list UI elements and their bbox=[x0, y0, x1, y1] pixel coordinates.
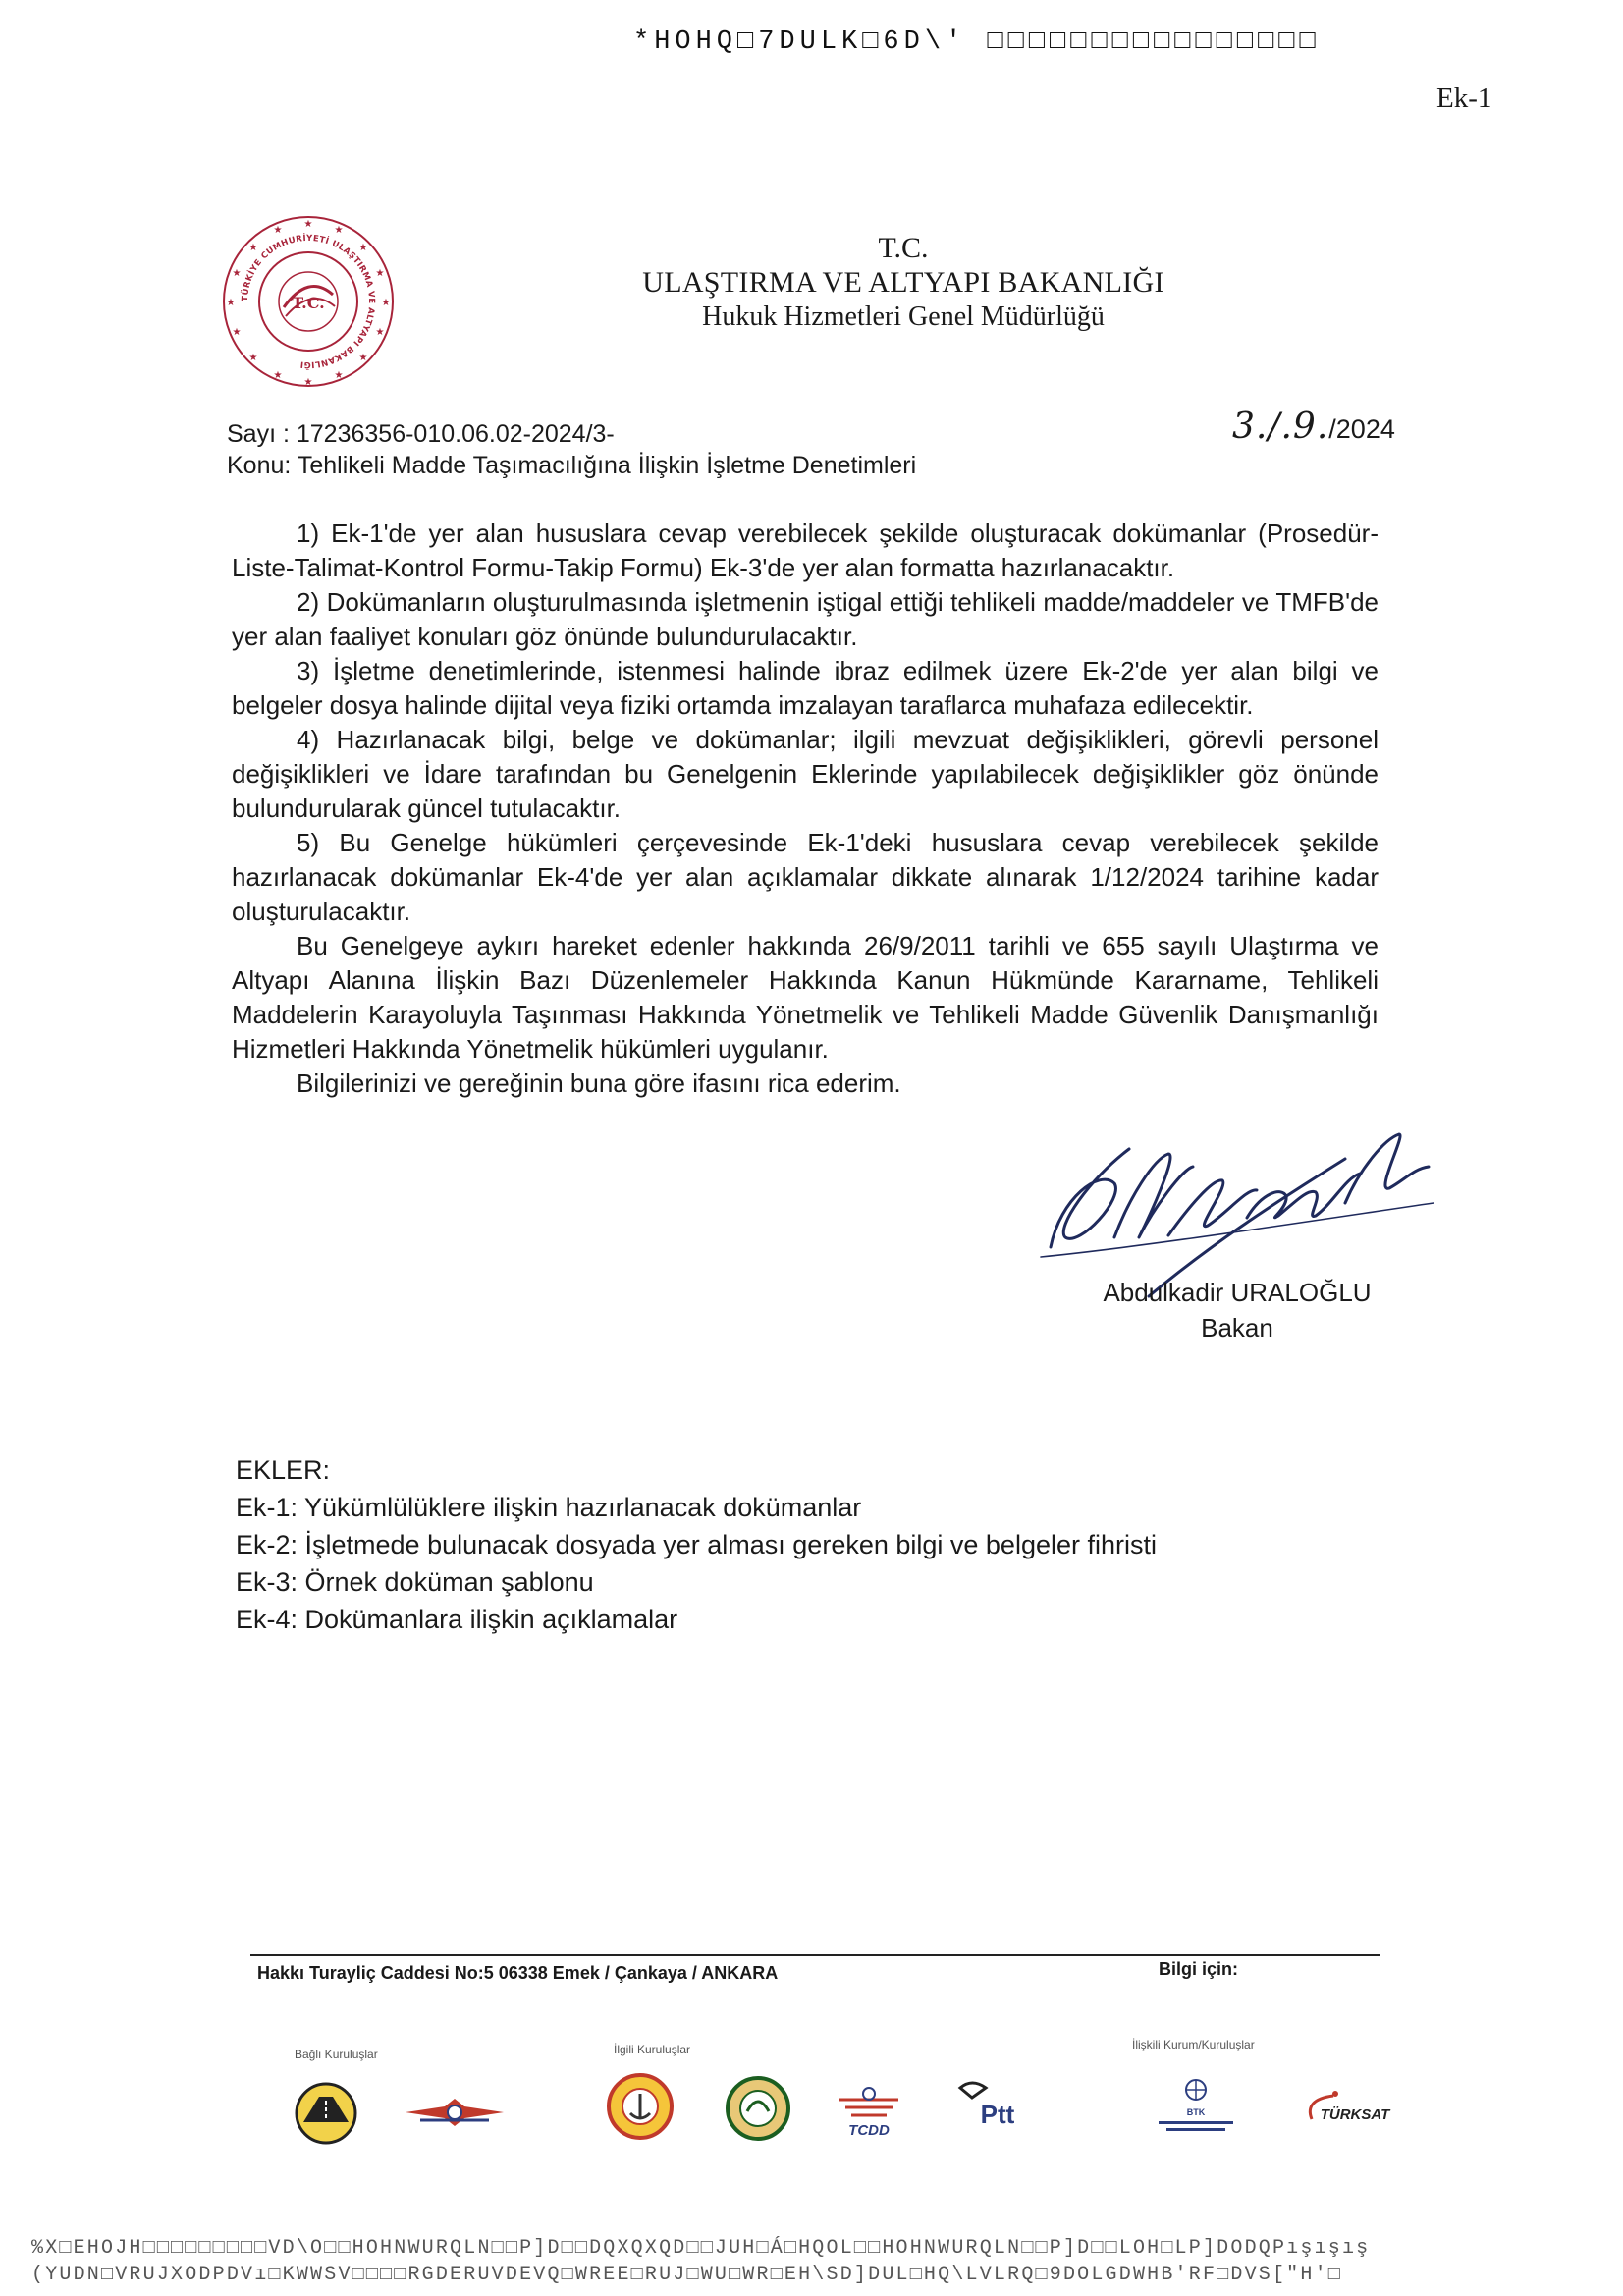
attachment-item: Ek-2: İşletmede bulunacak dosyada yer alması gereken bilgi ve belgeler fihristi bbox=[236, 1530, 1157, 1559]
paragraph-1: 1) Ek-1'de yer alan hususlara cevap verebilecek şekilde oluşturacak dokümanlar (Prosedür-Liste-Talimat-Kontrol Formu-Takip Formu) Ek-3'de yer alan formatta hazırlanacaktır. bbox=[232, 519, 1379, 582]
railway-org-logo-icon bbox=[722, 2072, 794, 2145]
aviation-logo-icon bbox=[401, 2077, 509, 2150]
tcdd-logo-icon bbox=[830, 2082, 908, 2141]
svg-text:★: ★ bbox=[232, 268, 242, 279]
svg-text:TÜRKSAT: TÜRKSAT bbox=[1320, 2106, 1390, 2123]
paragraph-5: 5) Bu Genelge hükümleri çerçevesinde Ek-1'deki hususlara cevap verebilecek şekilde hazırlanacak dokümanlar Ek-4'de yer alan açıklamalar dikkate alınarak 1/12/2024 tarihine kadar oluşturulacaktır. bbox=[232, 828, 1379, 926]
paragraph-2: 2) Dokümanların oluşturulmasında işletmenin iştigal ettiği tehlikeli madde/maddeler ve TMFB'de yer alan faaliyet konuları göz önünde bulundurulacaktır. bbox=[232, 587, 1379, 651]
svg-text:★: ★ bbox=[334, 225, 344, 236]
paragraph-sanctions: Bu Genelgeye aykırı hareket edenler hakkında 26/9/2011 tarihli ve 655 sayılı Ulaştırma ve Altyapı Alanına İlişkin Bazı Düzenlemeler Hakkında Kanun Hükmünde Kararname, Tehlikeli Maddelerin Karayoluyla Taşınması Hakkında Yönetmelik ve Tehlikeli Madde Güvenlik Danışmanlığı Hizmetleri Hakkında Yönetmelik hükümleri uygulanır. bbox=[232, 931, 1379, 1064]
attachment-item: Ek-3: Örnek doküman şablonu bbox=[236, 1567, 594, 1597]
footer-encoded-line: %X□EHOJH□□□□□□□□□VD\O□□HOHNWURQLN□□P]D□□DQXQXQD□□JUH□Á□HQOL□□HOHNWURQLN□□P]D□□LOH□LP]DODQPışışış bbox=[31, 2237, 1371, 2260]
ministry-seal-logo bbox=[221, 214, 396, 389]
footer-encoded-line: (YUDN□VRUJXODPDVı□KWWSV□□□□RGDERUVDEVQ□WREE□RUJ□WU□WR□EH\SD]DUL□HQ\LVLRQ□9DOLGDWHB'RF□DVS["H'□ bbox=[31, 2264, 1342, 2286]
header-tc: T.C. bbox=[878, 232, 929, 264]
svg-text:TÜRKİYE CUMHURİYETİ ULAŞTIRMA: TÜRKİYE CUMHURİYETİ ULAŞTIRMA VE ALTYAPI BAKANLIĞI bbox=[240, 233, 377, 370]
annex-label: Ek-1 bbox=[1436, 82, 1492, 114]
attachment-item: Ek-4: Dokümanlara ilişkin açıklamalar bbox=[236, 1605, 678, 1634]
turksat-logo-icon bbox=[1294, 2080, 1407, 2139]
maritime-logo-icon bbox=[604, 2070, 676, 2143]
header-encoded-line: *HOHQ□7DULK□6D\' □□□□□□□□□□□□□□□□ bbox=[633, 27, 1321, 57]
svg-text:★: ★ bbox=[273, 370, 283, 381]
svg-text:★: ★ bbox=[248, 243, 258, 253]
footer-encoded-lines bbox=[31, 2235, 1370, 2288]
letter-body bbox=[232, 517, 1379, 1101]
svg-text:★: ★ bbox=[303, 219, 313, 230]
associated-orgs-caption: İlişkili Kurum/Kuruluşlar bbox=[1132, 2038, 1255, 2051]
svg-text:★: ★ bbox=[358, 243, 368, 253]
svg-text:★: ★ bbox=[273, 225, 283, 236]
footer-divider bbox=[250, 1954, 1380, 1956]
svg-text:★: ★ bbox=[375, 327, 385, 338]
svg-text:★: ★ bbox=[303, 377, 313, 388]
btk-logo-icon bbox=[1147, 2074, 1245, 2139]
signer-block bbox=[1075, 1275, 1399, 1345]
highways-logo-icon bbox=[290, 2077, 362, 2150]
paragraph-closing: Bilgilerinizi ve gereğinin buna göre ifasını rica ederim. bbox=[297, 1068, 901, 1098]
svg-text:Ptt: Ptt bbox=[980, 2100, 1015, 2129]
svg-text:BTK: BTK bbox=[1186, 2107, 1206, 2117]
svg-text:★: ★ bbox=[226, 298, 236, 308]
attachment-item: Ek-1: Yükümlülüklere ilişkin hazırlanacak dokümanlar bbox=[236, 1493, 862, 1522]
paragraph-3: 3) İşletme denetimlerinde, istenmesi halinde ibraz edilmek üzere Ek-2'de yer alan bilgi ve belgeler dosya halinde dijital veya fiziki ortamda imzalayan taraflarca muhafaza edilecektir. bbox=[232, 656, 1379, 720]
svg-text:T.C.: T.C. bbox=[292, 294, 325, 312]
subject-line: Konu: Tehlikeli Madde Taşımacılığına İlişkin İşletme Denetimleri bbox=[227, 452, 917, 479]
signer-title: Bakan bbox=[1201, 1313, 1273, 1342]
svg-text:★: ★ bbox=[358, 353, 368, 363]
reference-number: Sayı : 17236356-010.06.02-2024/3- bbox=[227, 420, 615, 448]
attachments-title: EKLER: bbox=[236, 1455, 331, 1485]
footer-address: Hakkı Turayliç Caddesi No:5 06338 Emek / Çankaya / ANKARA bbox=[257, 1963, 779, 1983]
affiliated-orgs-caption: Bağlı Kuruluşlar bbox=[295, 2048, 378, 2061]
footer-info-label: Bilgi için: bbox=[1159, 1959, 1238, 1979]
date-year: /2024 bbox=[1328, 414, 1395, 444]
attachments-list bbox=[236, 1451, 1157, 1638]
svg-text:★: ★ bbox=[381, 298, 391, 308]
paragraph-4: 4) Hazırlanacak bilgi, belge ve dokümanlar; ilgili mevzuat değişiklikleri, görevli personel değişiklikleri ve İdare tarafından bu Genelgenin Eklerinde yapılabilecek değişiklikler göz önünde bulundurularak güncel tutulacaktır. bbox=[232, 725, 1379, 823]
svg-text:★: ★ bbox=[375, 268, 385, 279]
signer-name: Abdulkadir URALOĞLU bbox=[1103, 1278, 1372, 1307]
date-handwritten: 3./.9. bbox=[1232, 407, 1329, 447]
svg-text:★: ★ bbox=[248, 353, 258, 363]
document-date bbox=[1232, 407, 1395, 447]
svg-text:★: ★ bbox=[334, 370, 344, 381]
related-orgs-caption: İlgili Kuruluşlar bbox=[614, 2043, 691, 2056]
ptt-logo-icon bbox=[952, 2074, 1031, 2139]
header-ministry: ULAŞTIRMA VE ALTYAPI BAKANLIĞI bbox=[642, 266, 1164, 299]
svg-text:TCDD: TCDD bbox=[848, 2122, 890, 2139]
header-department: Hukuk Hizmetleri Genel Müdürlüğü bbox=[702, 301, 1105, 332]
svg-text:★: ★ bbox=[232, 327, 242, 338]
document-header bbox=[589, 232, 1217, 334]
